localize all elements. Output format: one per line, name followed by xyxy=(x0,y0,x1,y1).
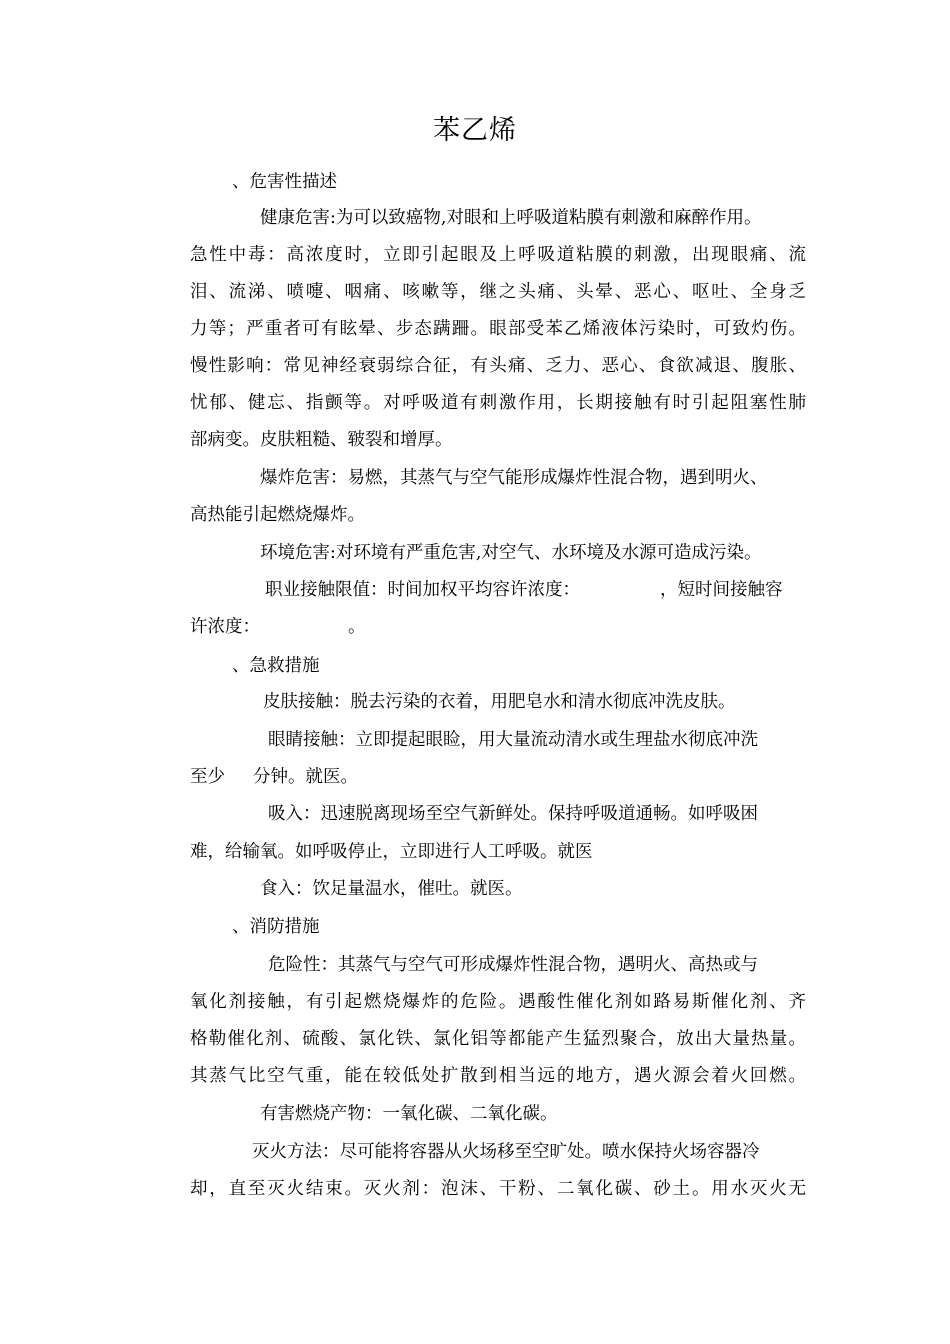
section-heading-hazard: 、危害性描述 xyxy=(232,172,337,192)
paragraph-line: 食入：饮足量温水，催吐。就医。 xyxy=(260,879,523,899)
rinse-duration-label: 至少 xyxy=(190,767,225,787)
exposure-limit-label-2: 许浓度： xyxy=(190,617,260,637)
paragraph-line xyxy=(190,615,366,639)
paragraph-line: 氧化剂接触，有引起燃烧爆炸的危险。遇酸性催化剂如路易斯催化剂、齐 xyxy=(190,992,806,1012)
document-title: 苯乙烯 xyxy=(433,115,517,146)
paragraph-line xyxy=(265,578,783,602)
exposure-limit-tail: ，短时间接触容 xyxy=(660,580,783,600)
paragraph-line: 格勒催化剂、硫酸、氯化铁、氯化铝等都能产生猛烈聚合，放出大量热量。 xyxy=(190,1029,806,1049)
paragraph-line: 灭火方法：尽可能将容器从火场移至空旷处。喷水保持火场容器冷 xyxy=(252,1142,760,1162)
paragraph-line: 却，直至灭火结束。灭火剂：泡沫、干粉、二氧化碳、砂土。用水灭火无 xyxy=(190,1179,806,1199)
paragraph-line: 难，给输氧。如呼吸停止，立即进行人工呼吸。就医 xyxy=(190,842,593,862)
paragraph-line: 泪、流涕、喷嚏、咽痛、咳嗽等，继之头痛、头晕、恶心、呕吐、全身乏 xyxy=(190,282,806,302)
paragraph-line: 爆炸危害：易燃，其蒸气与空气能形成爆炸性混合物，遇到明火、 xyxy=(260,468,768,488)
exposure-limit-end: 。 xyxy=(348,617,366,637)
section-heading-first-aid: 、急救措施 xyxy=(232,656,320,676)
paragraph-line: 危险性：其蒸气与空气可形成爆炸性混合物，遇明火、高热或与 xyxy=(268,955,758,975)
paragraph-line: 吸入：迅速脱离现场至空气新鲜处。保持呼吸道通畅。如呼吸困 xyxy=(268,804,758,824)
paragraph-line: 有害燃烧产物：一氧化碳、二氧化碳。 xyxy=(260,1104,558,1124)
paragraph-line: 眼睛接触：立即提起眼睑，用大量流动清水或生理盐水彻底冲洗 xyxy=(268,730,758,750)
rinse-duration-tail: 分钟。就医。 xyxy=(253,767,358,787)
exposure-limit-label: 职业接触限值：时间加权平均容许浓度： xyxy=(265,580,580,600)
paragraph-line: 其蒸气比空气重，能在较低处扩散到相当远的地方，遇火源会着火回燃。 xyxy=(190,1066,806,1086)
paragraph-line: 慢性影响：常见神经衰弱综合征，有头痛、乏力、恶心、食欲减退、腹胀、 xyxy=(190,356,806,376)
paragraph-line: 力等；严重者可有眩晕、步态蹒跚。眼部受苯乙烯液体污染时，可致灼伤。 xyxy=(190,319,806,339)
paragraph-line: 皮肤接触：脱去污染的衣着，用肥皂水和清水彻底冲洗皮肤。 xyxy=(263,692,736,712)
paragraph-line: 部病变。皮肤粗糙、皲裂和增厚。 xyxy=(190,430,453,450)
paragraph-line: 高热能引起燃烧爆炸。 xyxy=(190,505,365,525)
paragraph-line: 忧郁、健忘、指颤等。对呼吸道有刺激作用，长期接触有时引起阻塞性肺 xyxy=(190,393,806,413)
paragraph-line: 急性中毒：高浓度时，立即引起眼及上呼吸道粘膜的刺激，出现眼痛、流 xyxy=(190,245,806,265)
paragraph-line xyxy=(190,765,358,789)
section-heading-fire-fighting: 、消防措施 xyxy=(232,917,320,937)
paragraph-line: 健康危害:为可以致癌物,对眼和上呼吸道粘膜有刺激和麻醉作用。 xyxy=(260,208,762,228)
paragraph-line: 环境危害:对环境有严重危害,对空气、水环境及水源可造成污染。 xyxy=(260,543,762,563)
